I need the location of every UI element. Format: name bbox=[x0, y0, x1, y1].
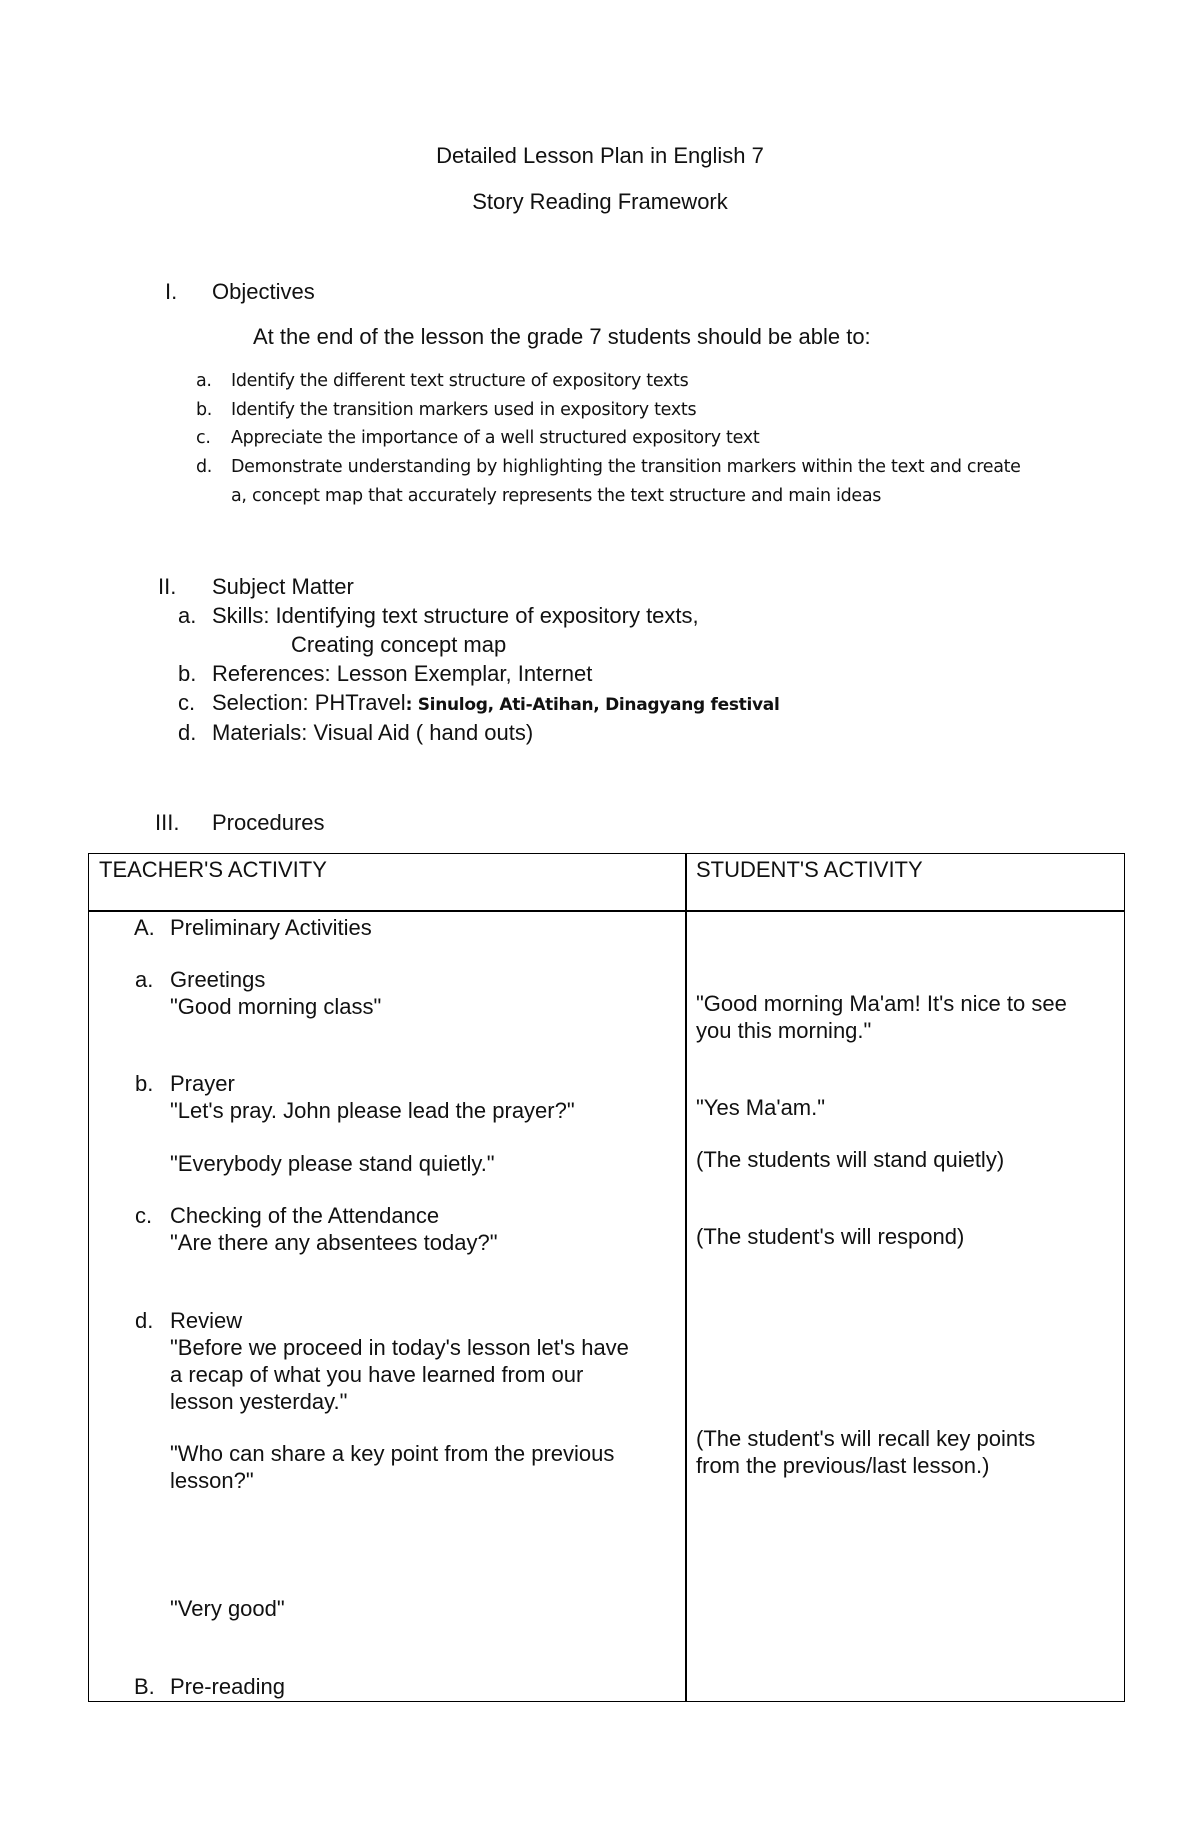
selection-label: Selection: PHTravel bbox=[212, 690, 406, 715]
subject-letter: d. bbox=[178, 720, 197, 745]
teacher-quote: "Are there any absentees today?" bbox=[170, 1230, 498, 1255]
selection-festivals: : Sinulog, Ati-Atihan, Dinagyang festival bbox=[405, 695, 780, 715]
objective-letter: b. bbox=[196, 400, 213, 420]
teacher-step-title: Prayer bbox=[170, 1071, 235, 1096]
subject-letter: b. bbox=[178, 661, 197, 686]
teacher-step-letter: a. bbox=[135, 967, 154, 992]
subject-item: Materials: Visual Aid ( hand outs) bbox=[212, 720, 534, 745]
objective-item: Appreciate the importance of a well structured expository text bbox=[231, 428, 760, 448]
page-title: Detailed Lesson Plan in English 7 bbox=[436, 143, 764, 168]
objectives-numeral: I. bbox=[165, 279, 178, 304]
subject-item-continued: Creating concept map bbox=[291, 632, 507, 657]
teacher-quote: "Good morning class" bbox=[170, 994, 382, 1019]
student-response: you this morning." bbox=[696, 1018, 872, 1043]
student-response: "Yes Ma'am." bbox=[696, 1095, 826, 1120]
page-subtitle: Story Reading Framework bbox=[472, 189, 728, 214]
table-header-divider bbox=[88, 910, 1125, 912]
teacher-step-title: Checking of the Attendance bbox=[170, 1203, 440, 1228]
student-activity-header: STUDENT'S ACTIVITY bbox=[696, 857, 923, 882]
objective-item: Identify the transition markers used in expository texts bbox=[231, 400, 697, 420]
teacher-step-letter: d. bbox=[135, 1308, 154, 1333]
objective-item: Identify the different text structure of expository texts bbox=[231, 371, 689, 391]
teacher-step-title: Review bbox=[170, 1308, 243, 1333]
teacher-quote: "Very good" bbox=[170, 1596, 285, 1621]
teacher-quote: "Before we proceed in today's lesson let's have bbox=[170, 1335, 629, 1360]
objectives-intro: At the end of the lesson the grade 7 students should be able to: bbox=[253, 324, 871, 349]
subject-heading: Subject Matter bbox=[212, 574, 354, 599]
subject-letter: a. bbox=[178, 603, 197, 628]
objective-letter: c. bbox=[196, 428, 211, 448]
teacher-quote: "Everybody please stand quietly." bbox=[170, 1151, 495, 1176]
teacher-section-letter: A. bbox=[134, 915, 155, 940]
teacher-step-title: Greetings bbox=[170, 967, 266, 992]
objective-item-continued: a, concept map that accurately represents the text structure and main ideas bbox=[231, 486, 882, 506]
teacher-activity-header: TEACHER'S ACTIVITY bbox=[99, 857, 327, 882]
procedures-heading: Procedures bbox=[212, 810, 325, 835]
objective-item: Demonstrate understanding by highlighting the transition markers within the text and create bbox=[231, 457, 1021, 477]
teacher-quote: a recap of what you have learned from our bbox=[170, 1362, 584, 1387]
subject-item: References: Lesson Exemplar, Internet bbox=[212, 661, 593, 686]
teacher-quote: lesson yesterday." bbox=[170, 1389, 348, 1414]
subject-letter: c. bbox=[178, 690, 196, 715]
teacher-quote: lesson?" bbox=[170, 1468, 254, 1493]
teacher-step-letter: b. bbox=[135, 1071, 154, 1096]
subject-item bbox=[212, 690, 780, 716]
student-response: (The students will stand quietly) bbox=[696, 1147, 1005, 1172]
teacher-section-letter: B. bbox=[134, 1674, 155, 1699]
teacher-quote: "Who can share a key point from the previous bbox=[170, 1441, 615, 1466]
procedures-numeral: III. bbox=[155, 810, 180, 835]
student-response: "Good morning Ma'am! It's nice to see bbox=[696, 991, 1067, 1016]
teacher-section-title: Pre-reading bbox=[170, 1674, 285, 1699]
objective-letter: a. bbox=[196, 371, 212, 391]
table-column-divider bbox=[685, 853, 687, 1702]
teacher-step-letter: c. bbox=[135, 1203, 153, 1228]
student-response: (The student's will recall key points bbox=[696, 1426, 1036, 1451]
objective-letter: d. bbox=[196, 457, 213, 477]
teacher-quote: "Let's pray. John please lead the prayer?" bbox=[170, 1098, 575, 1123]
subject-numeral: II. bbox=[158, 574, 177, 599]
student-response: from the previous/last lesson.) bbox=[696, 1453, 990, 1478]
student-response: (The student's will respond) bbox=[696, 1224, 965, 1249]
teacher-section-title: Preliminary Activities bbox=[170, 915, 372, 940]
subject-item: Skills: Identifying text structure of expository texts, bbox=[212, 603, 699, 628]
objectives-heading: Objectives bbox=[212, 279, 315, 304]
